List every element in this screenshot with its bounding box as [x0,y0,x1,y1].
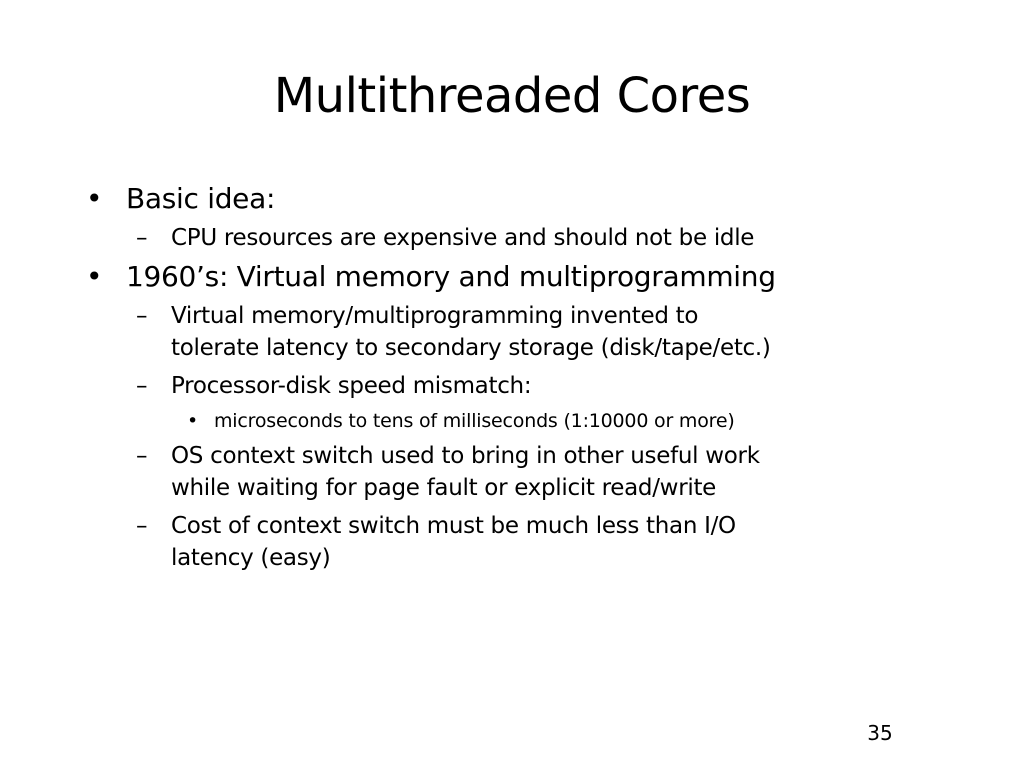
bullet-text: 1960’s: Virtual memory and multiprogramming [126,260,776,293]
bullet-basic-idea [86,180,966,218]
sub-sub-bullet-microseconds [187,406,966,436]
dash-marker: – [136,373,148,399]
small-bullet-marker: • [187,410,199,432]
sub-bullet-text-line: Virtual memory/multiprogramming invented to [171,303,699,329]
sub-bullet-text: CPU resources are expensive and should not be idle [171,225,755,251]
sub-bullet-text-line: OS context switch used to bring in other useful work [171,443,760,469]
bullet-marker: • [86,182,103,215]
bullet-1960s [86,258,966,296]
sub-bullet-cost-context-switch [136,510,966,574]
slide-title: Multithreaded Cores [273,68,751,124]
dash-marker: – [136,303,148,329]
sub-bullet-text-line: while waiting for page fault or explicit read/write [171,475,717,501]
bullet-marker: • [86,260,103,293]
sub-bullet-speed-mismatch [136,370,966,402]
dash-marker: – [136,225,148,251]
sub-bullet-text-line: latency (easy) [171,545,331,571]
slide-body [86,180,966,574]
page-number: 35 [867,721,893,745]
sub-bullet-virtual-memory [136,300,966,364]
sub-bullet-cpu-resources [136,222,966,254]
dash-marker: – [136,443,148,469]
sub-bullet-text: Processor-disk speed mismatch: [171,373,532,399]
sub-bullet-os-context-switch [136,440,966,504]
sub-bullet-text-line: tolerate latency to secondary storage (disk/tape/etc.) [171,335,771,361]
sub-bullet-text-line: Cost of context switch must be much less than I/O [171,513,736,539]
sub-sub-bullet-text: microseconds to tens of milliseconds (1:10000 or more) [214,410,735,432]
dash-marker: – [136,513,148,539]
bullet-text: Basic idea: [126,182,276,215]
